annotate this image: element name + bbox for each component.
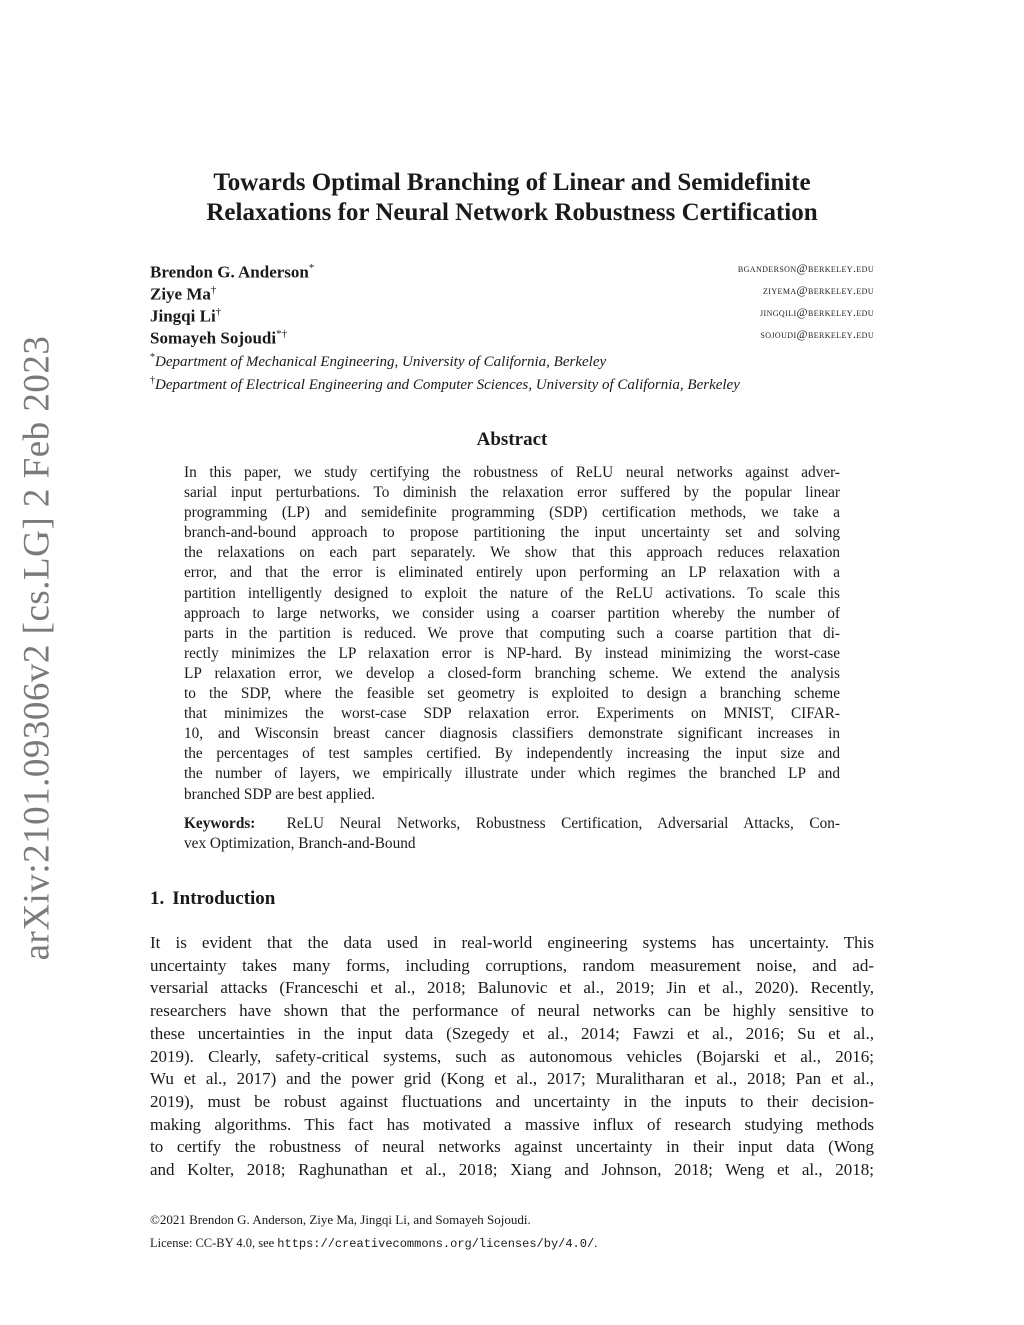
keywords-line-2: vex Optimization, Branch-and-Bound <box>184 835 416 852</box>
intro-line: researchers have shown that the performance of neural networks can be highly sensitive to <box>150 1001 874 1021</box>
title-line-1: Towards Optimal Branching of Linear and Semidefinite <box>213 169 811 196</box>
paper-title <box>150 168 874 228</box>
intro-line: uncertainty takes many forms, including corruptions, random measurement noise, and ad- <box>150 955 874 975</box>
abstract-line: LP relaxation error, we develop a closed-form branching scheme. We extend the analysis <box>184 664 840 682</box>
intro-line: 2019), must be robust against fluctuations and uncertainty in the inputs to their decision- <box>150 1091 874 1111</box>
keywords <box>184 814 840 854</box>
abstract-line: sarial input perturbations. To diminish the relaxation error suffered by the popular linear <box>184 484 840 502</box>
license-link[interactable]: https://creativecommons.org/licenses/by/4.0/ <box>277 1237 595 1251</box>
license-notice: License: CC-BY 4.0, see https://creativecommons.org/licenses/by/4.0/. <box>150 1236 598 1251</box>
abstract-line: rectly minimizes the LP relaxation error is NP-hard. By instead minimizing the worst-case <box>184 644 840 662</box>
abstract-line: partition intelligently designed to exploit the nature of the ReLU activations. To scale this <box>184 584 840 602</box>
author-row <box>150 257 874 282</box>
author-name: Jingqi Li† <box>150 306 222 326</box>
affiliation-mechanical: *Department of Mechanical Engineering, University of California, Berkeley <box>150 352 607 370</box>
arxiv-sidebar-stamp <box>6 335 68 960</box>
keywords-label: Keywords: <box>184 815 256 832</box>
author-email: ziyema@berkeley.edu <box>763 283 874 297</box>
abstract-line: that minimizes the worst-case SDP relaxation error. Experiments on MNIST, CIFAR- <box>184 705 840 723</box>
intro-line: It is evident that the data used in real-world engineering systems has uncertainty. This <box>150 933 874 952</box>
abstract-heading: Abstract <box>476 429 548 450</box>
intro-line: these uncertainties in the input data (Szegedy et al., 2014; Fawzi et al., 2016; Su et al., <box>150 1023 874 1043</box>
introduction-body <box>150 932 874 1182</box>
abstract-line: the number of layers, we empirically illustrate under which regimes the branched LP and <box>184 765 840 783</box>
author-email: bganderson@berkeley.edu <box>737 261 874 275</box>
abstract-line: In this paper, we study certifying the robustness of ReLU neural networks against adver- <box>184 464 840 481</box>
intro-line: making algorithms. This fact has motivated a massive influx of research studying methods <box>150 1114 874 1134</box>
abstract-line: branched SDP are best applied. <box>184 785 376 803</box>
author-name: Brendon G. Anderson* <box>150 262 315 282</box>
author-row <box>150 323 874 348</box>
author-email: sojoudi@berkeley.edu <box>760 327 874 341</box>
keywords-line-1: Keywords: ReLU Neural Networks, Robustness Certification, Adversarial Attacks, Con- <box>184 815 840 832</box>
author-row <box>150 279 874 304</box>
abstract-line: parts in the partition is reduced. We prove that computing such a coarse partition that di- <box>184 624 840 642</box>
intro-line: Wu et al., 2017) and the power grid (Kong et al., 2017; Muralitharan et al., 2018; Pan et al., <box>150 1069 874 1089</box>
section-heading-introduction: 1. Introduction <box>150 888 276 909</box>
abstract-line: approach to large networks, we consider using a coarser partition whereby the number of <box>184 604 840 622</box>
intro-line: 2019). Clearly, safety-critical systems, such as autonomous vehicles (Bojarski et al., 2016; <box>150 1046 874 1066</box>
abstract-line: branch-and-bound approach to propose partitioning the input uncertainty set and solving <box>184 524 840 542</box>
author-list <box>150 257 874 348</box>
abstract-line: the percentages of test samples certified. By independently increasing the input size and <box>184 745 840 763</box>
abstract-line: programming (LP) and semidefinite programming (SDP) certification methods, we take a <box>184 504 840 522</box>
abstract-line: 10, and Wisconsin breast cancer diagnosis classifiers demonstrate significant increases in <box>184 725 840 743</box>
abstract-line: error, and that the error is eliminated entirely upon performing an LP relaxation with a <box>184 564 840 582</box>
copyright-notice: ©2021 Brendon G. Anderson, Ziye Ma, Jingqi Li, and Somayeh Sojoudi. <box>150 1212 531 1227</box>
author-row <box>150 301 874 326</box>
intro-line: to certify the robustness of neural networks against uncertainty in their input data (Wong <box>150 1137 874 1157</box>
author-name: Ziye Ma† <box>150 284 217 304</box>
title-line-2: Relaxations for Neural Network Robustness Certification <box>206 199 818 226</box>
arxiv-identifier: arXiv:2101.09306v2 [cs.LG] 2 Feb 2023 <box>16 335 58 960</box>
abstract-body <box>184 463 840 805</box>
abstract-line: the relaxations on each part separately. We show that this approach reduces relaxation <box>184 544 840 562</box>
author-email: jingqili@berkeley.edu <box>760 305 874 319</box>
intro-line: and Kolter, 2018; Raghunathan et al., 2018; Xiang and Johnson, 2018; Weng et al., 2018; <box>150 1160 874 1180</box>
affiliation-eecs: †Department of Electrical Engineering and Computer Sciences, University of California, Berkeley <box>150 375 740 393</box>
intro-line: versarial attacks (Franceschi et al., 2018; Balunovic et al., 2019; Jin et al., 2020). Recently, <box>150 978 874 998</box>
author-name: Somayeh Sojoudi*† <box>150 328 288 348</box>
abstract-line: to the SDP, where the feasible set geometry is exploited to design a branching scheme <box>184 685 840 703</box>
